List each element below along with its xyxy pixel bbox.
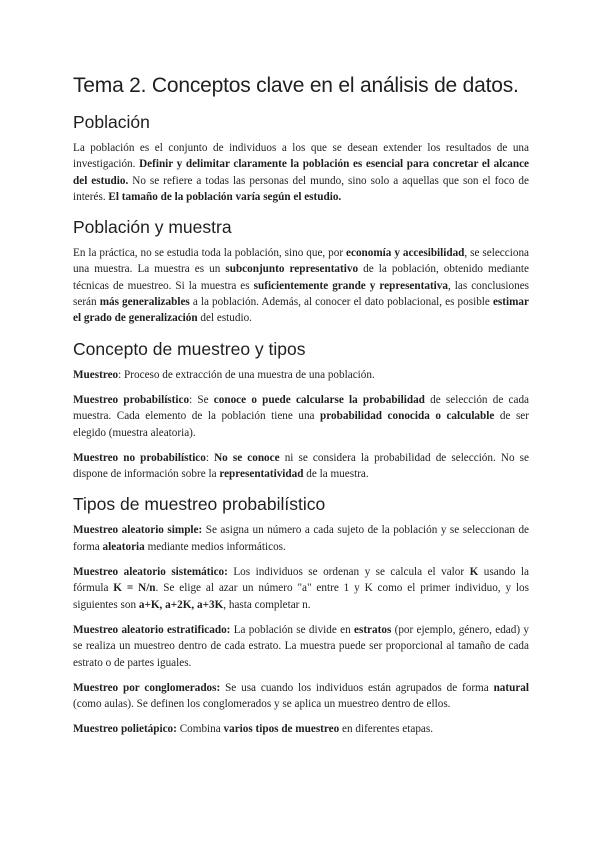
paragraph: En la práctica, no se estudia toda la población, sino que, por economía y accesibilidad, se selecciona una muestra. La muestra es un subconjunto representativo de la población, obtenido mediante técnicas de muestreo. Si la muestra es suficientemente grande y representativa, las conclusiones serán más generalizables a la población. Además, al conocer el dato poblacional, es posible estimar el grado de generalización del estudio. bbox=[73, 247, 530, 325]
paragraph: Muestreo: Proceso de extracción de una muestra de una población. bbox=[73, 368, 375, 381]
paragraph: Muestreo por conglomerados: Se usa cuando los individuos están agrupados de forma natural (como aulas). Se definen los conglomerados y se aplica un muestreo dentro de ellos. bbox=[73, 681, 529, 711]
section-concepto-muestreo bbox=[73, 337, 529, 483]
paragraph: Muestreo aleatorio estratificado: La población se divide en estratos (por ejemplo, género, edad) y se realiza un muestreo dentro de cada estrato. La muestra puede ser proporcional al tamaño de cada estrato o de partes iguales. bbox=[73, 623, 529, 669]
paragraph: Muestreo no probabilístico: No se conoce ni se considera la probabilidad de selección. No se dispone de información sobre la representatividad de la muestra. bbox=[73, 451, 529, 481]
section-poblacion-y-muestra bbox=[73, 215, 529, 326]
page-title: Tema 2. Conceptos clave en el análisis de datos. bbox=[73, 74, 519, 97]
section-poblacion bbox=[73, 110, 529, 205]
section-heading: Población y muestra bbox=[73, 217, 232, 238]
paragraph: Muestreo polietápico: Combina varios tipos de muestreo en diferentes etapas. bbox=[73, 723, 434, 736]
document-page bbox=[73, 72, 529, 747]
section-heading: Tipos de muestreo probabilístico bbox=[73, 494, 326, 515]
paragraph: Muestreo probabilístico: Se conoce o puede calcularse la probabilidad de selección de cada muestra. Cada elemento de la población tiene una probabilidad conocida o calculable de ser elegido (muestra aleatoria). bbox=[73, 393, 529, 439]
section-heading: Concepto de muestreo y tipos bbox=[73, 338, 306, 359]
paragraph: Muestreo aleatorio sistemático: Los individuos se ordenan y se calcula el valor K usando la fórmula K = N/n. Se elige al azar un número "a" entre 1 y K como el primer individuo, y los siguientes son a+K, a+2K, a+3K, hasta completar n. bbox=[73, 566, 529, 611]
paragraph: La población es el conjunto de individuos a los que se desean extender los resultados de una investigación. Definir y delimitar claramente la población es esencial para concretar el alcance del estudio. No se refiere a todas las personas del mundo, sino solo a aquellas que son el foco de interés. El tamaño de la población varía según el estudio. bbox=[73, 142, 529, 203]
section-heading: Población bbox=[73, 112, 150, 132]
section-tipos-muestreo bbox=[73, 492, 529, 737]
paragraph: Muestreo aleatorio simple: Se asigna un número a cada sujeto de la población y se seleccionan de forma aleatoria mediante medios informáticos. bbox=[73, 524, 529, 553]
